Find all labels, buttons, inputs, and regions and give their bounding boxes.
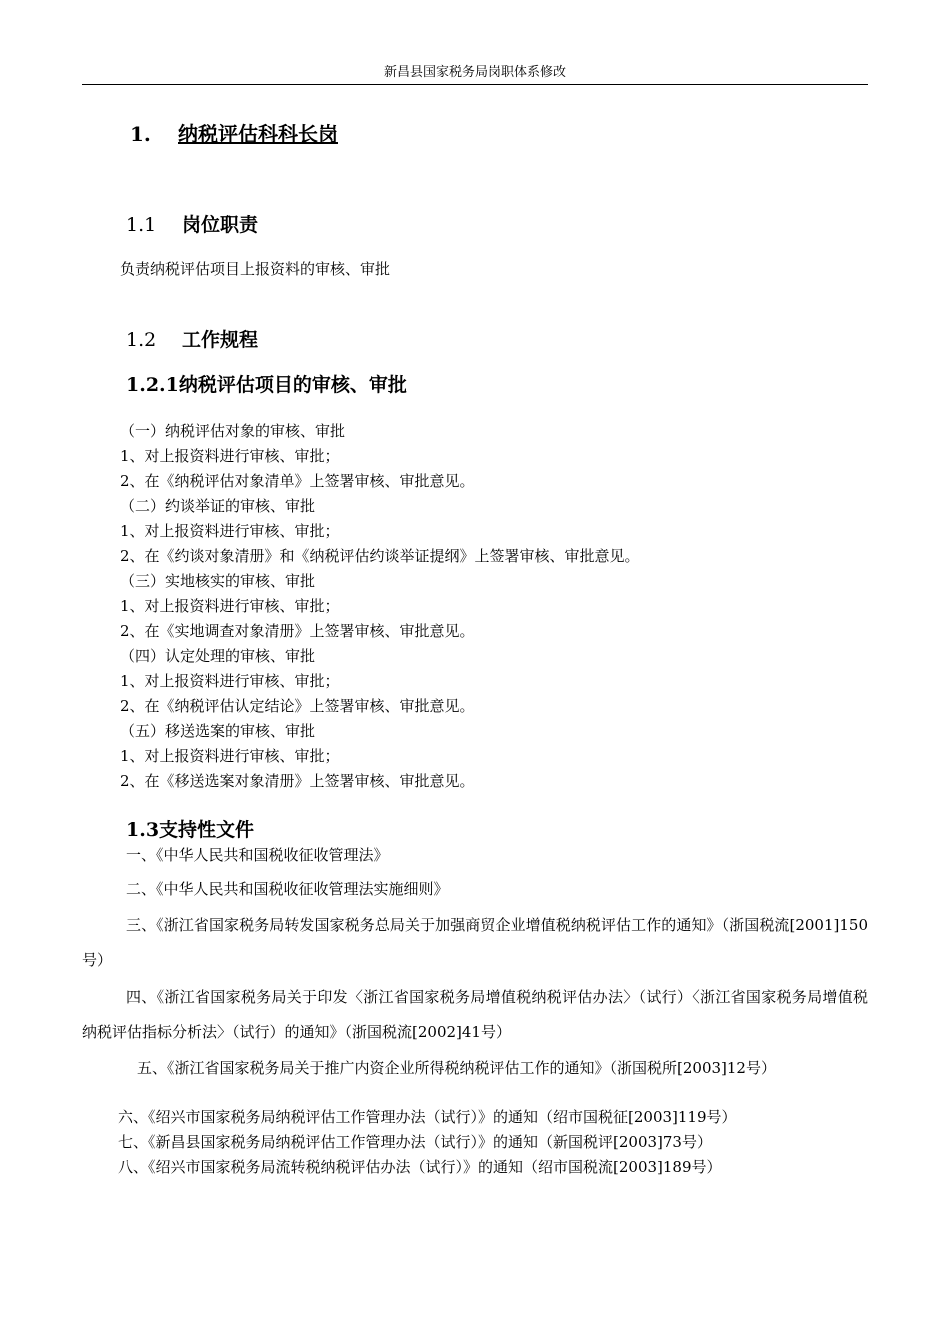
procedure-line: 2、在《纳税评估对象清单》上签署审核、审批意见。 bbox=[120, 472, 475, 490]
section-1-1-number: 1.1 bbox=[126, 214, 157, 236]
section-1-2-heading bbox=[126, 326, 258, 354]
supporting-document: 四、《浙江省国家税务局关于印发〈浙江省国家税务局增值税纳税评估办法〉（试行）〈浙江省国家税务局增值税纳税评估指标分析法〉（试行）的通知》（浙国税流[2002]41号） bbox=[82, 988, 868, 1041]
procedure-line: （三）实地核实的审核、审批 bbox=[120, 572, 316, 590]
procedure-line: 1、对上报资料进行审核、审批； bbox=[120, 447, 340, 465]
section-1-3-heading: 1.3支持性文件 bbox=[126, 819, 255, 841]
procedure-line: （二）约谈举证的审核、审批 bbox=[120, 497, 316, 515]
supporting-document: 六、《绍兴市国家税务局纳税评估工作管理办法（试行）》的通知（绍市国税征[2003]119号） bbox=[118, 1108, 737, 1126]
section-1-number: 1. bbox=[130, 122, 151, 146]
procedure-line: 1、对上报资料进行审核、审批； bbox=[120, 522, 340, 540]
procedure-line: 2、在《约谈对象清册》和《纳税评估约谈举证提纲》上签署审核、审批意见。 bbox=[120, 547, 640, 565]
section-1-2-title: 工作规程 bbox=[182, 329, 259, 351]
procedure-line: 1、对上报资料进行审核、审批； bbox=[120, 747, 340, 765]
procedure-line: 2、在《实地调查对象清册》上签署审核、审批意见。 bbox=[120, 622, 475, 640]
procedure-line: 2、在《移送选案对象清册》上签署审核、审批意见。 bbox=[120, 772, 475, 790]
procedure-line: 2、在《纳税评估认定结论》上签署审核、审批意见。 bbox=[120, 697, 475, 715]
section-1-1-text: 负责纳税评估项目上报资料的审核、审批 bbox=[120, 260, 391, 278]
procedure-line: 1、对上报资料进行审核、审批； bbox=[120, 672, 340, 690]
procedure-line: （五）移送选案的审核、审批 bbox=[120, 722, 316, 740]
supporting-document: 八、《绍兴市国家税务局流转税纳税评估办法（试行）》的通知（绍市国税流[2003]189号） bbox=[118, 1158, 722, 1176]
page-header: 新昌县国家税务局岗职体系修改 bbox=[383, 65, 566, 80]
section-1-1-heading bbox=[126, 211, 258, 239]
supporting-document: 七、《新昌县国家税务局纳税评估工作管理办法（试行）》的通知（新国税评[2003]73号） bbox=[118, 1133, 712, 1151]
procedure-line: （四）认定处理的审核、审批 bbox=[120, 647, 316, 665]
section-1-heading bbox=[130, 118, 338, 150]
supporting-document: 三、《浙江省国家税务局转发国家税务总局关于加强商贸企业增值税纳税评估工作的通知》（浙国税流[2001]150号） bbox=[82, 916, 868, 969]
section-1-2-number: 1.2 bbox=[126, 329, 157, 351]
header-divider bbox=[82, 84, 868, 85]
supporting-document: 二、《中华人民共和国税收征收管理法实施细则》 bbox=[126, 880, 449, 898]
procedure-line: （一）纳税评估对象的审核、审批 bbox=[120, 422, 346, 440]
procedure-line: 1、对上报资料进行审核、审批； bbox=[120, 597, 340, 615]
section-1-1-title: 岗位职责 bbox=[182, 214, 259, 236]
supporting-document: 一、《中华人民共和国税收征收管理法》 bbox=[126, 846, 389, 864]
section-1-title: 纳税评估科科长岗 bbox=[178, 122, 338, 146]
supporting-document: 五、《浙江省国家税务局关于推广内资企业所得税纳税评估工作的通知》（浙国税所[2003]12号） bbox=[137, 1059, 776, 1077]
section-1-2-1-heading: 1.2.1纳税评估项目的审核、审批 bbox=[126, 374, 407, 396]
